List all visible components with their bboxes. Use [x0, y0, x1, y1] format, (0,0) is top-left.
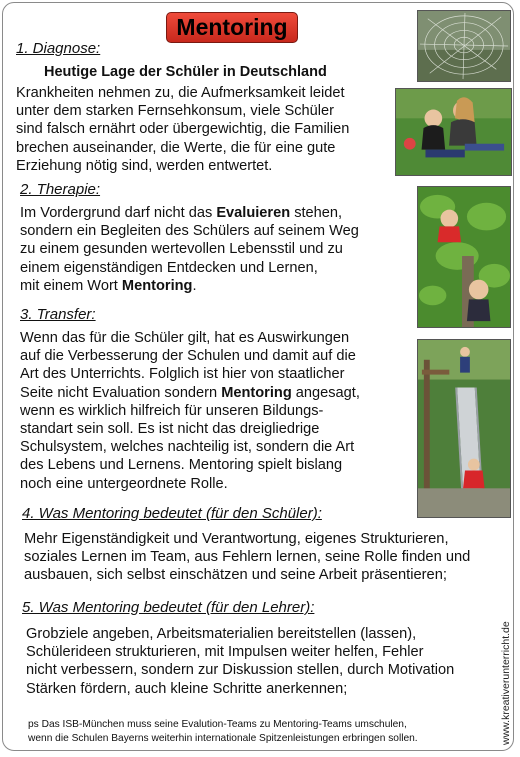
text-line: Wenn das für die Schüler gilt, hat es Auswirkungen: [20, 330, 350, 346]
text-line: wenn es wirklich hilfreich für unseren Bildungs-: [20, 402, 324, 419]
diagnose-subheading: Heutige Lage der Schüler in Deutschland: [44, 64, 327, 80]
text-line: unter dem starken Fernsehkonsum, viele Schüler: [16, 103, 334, 120]
footnote-line: wenn die Schulen Bayerns weiterhin internationale Spitzenleistungen erbringen sollen.: [28, 732, 418, 744]
text-line: Erziehung nötig sind, werden entwertet.: [16, 157, 273, 174]
transfer-heading: 3. Transfer:: [20, 306, 96, 323]
footnote-line: ps Das ISB-München muss seine Evalution-Teams zu Mentoring-Teams umschulen,: [28, 719, 407, 730]
text-line: zu einem gesunden wertevollen Lebensstil und zu: [20, 241, 343, 258]
text-line: [20, 204, 359, 222]
diagnose-text: [16, 84, 349, 175]
text-line: nicht verbessern, sondern zur Diskussion stellen, durch Motivation: [26, 662, 455, 679]
text-line: auf die Verbesserung der Schulen und damit auf die: [20, 348, 356, 365]
emphasis-mentoring: Mentoring: [121, 277, 193, 294]
text-line: [20, 277, 359, 295]
page-title: Mentoring: [166, 12, 298, 43]
text-line: Stärken fördern, auch kleine Schritte anerkennen;: [26, 680, 348, 697]
text-line: Art des Unterrichts. Folglich ist hier von staatlicher: [20, 366, 345, 383]
text-line: [20, 384, 360, 402]
text-line: sind falsch ernährt oder übergewichtig, die Familien: [16, 121, 350, 138]
transfer-text: [20, 329, 360, 493]
text-line: einem eigenständigen Entdecken und Lernen,: [20, 259, 318, 276]
diagnose-heading: 1. Diagnose:: [16, 40, 101, 57]
text-run: mit einem Wort: [20, 277, 122, 294]
text-run: .: [192, 277, 197, 294]
text-line: Schulsystem, welches nachteilig ist, sondern die Art: [20, 439, 355, 456]
emphasis-evaluieren: Evaluieren: [216, 205, 291, 221]
spiderweb-photo: [417, 10, 511, 82]
therapie-heading: 2. Therapie:: [20, 181, 101, 198]
text-line: soziales Lernen im Team, aus Fehlern lernen, seine Rolle finden und: [24, 549, 471, 566]
schueler-heading: 4. Was Mentoring bedeutet (für den Schüler):: [22, 505, 322, 522]
lehrer-text: [26, 625, 454, 698]
text-line: brechen auseinander, die Werte, die für eine gute: [16, 139, 336, 156]
text-line: ausbauen, sich selbst einschätzen und seine Arbeit präsentieren;: [24, 567, 447, 584]
footnote: [28, 718, 418, 745]
text-line: standart sein soll. Es ist nicht das dreigliedrige: [20, 421, 320, 438]
child-in-tree-photo: [417, 186, 511, 328]
text-run: Seite nicht Evaluation sondern: [20, 384, 222, 401]
emphasis-mentoring: Mentoring: [221, 384, 292, 401]
text-line: Schülerideen strukturieren, mit Impulsen weiter helfen, Fehler: [26, 644, 424, 661]
text-line: Mehr Eigenständigkeit und Verantwortung, eigenes Strukturieren,: [24, 531, 449, 547]
text-line: des Lebens und Lernens. Mentoring spielt bislang: [20, 457, 343, 474]
text-line: Grobziele angeben, Arbeitsmaterialien bereitstellen (lassen),: [26, 626, 417, 642]
website-label: www.kreativerunterricht.de: [500, 621, 512, 745]
text-run: Im Vordergrund darf nicht das: [20, 205, 217, 221]
lehrer-heading: 5. Was Mentoring bedeutet (für den Lehrer):: [22, 599, 315, 616]
text-run: stehen,: [290, 205, 343, 221]
children-in-grass-photo: [395, 88, 512, 176]
schueler-text: [24, 530, 470, 585]
text-line: sondern ein Begleiten des Schülers auf seinem Weg: [20, 223, 359, 240]
text-line: Krankheiten nehmen zu, die Aufmerksamkeit leidet: [16, 85, 345, 101]
text-line: noch eine untergeordnete Rolle.: [20, 475, 228, 492]
text-run: angesagt,: [291, 384, 360, 401]
therapie-text: [20, 204, 359, 295]
playground-slide-photo: [417, 339, 511, 518]
